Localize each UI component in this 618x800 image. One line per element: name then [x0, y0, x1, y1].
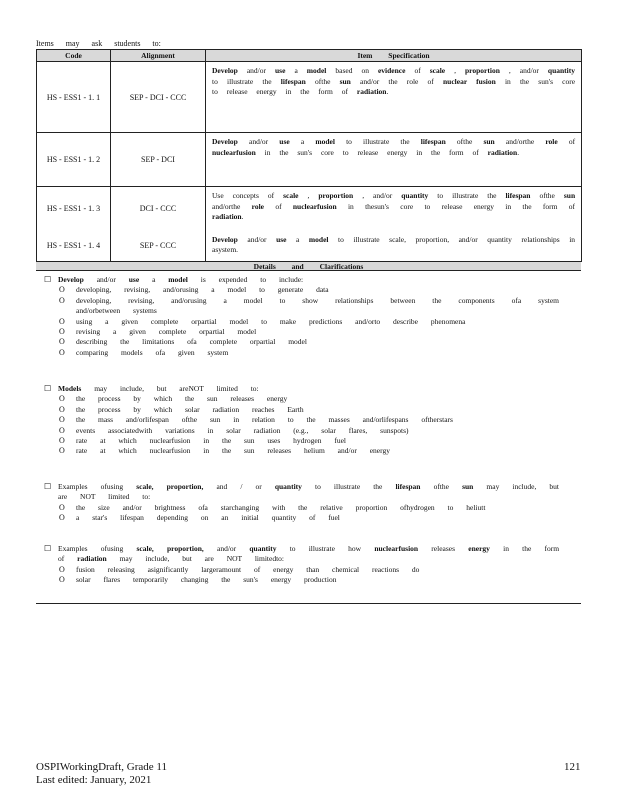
details-block-lifespan	[36, 482, 581, 524]
list-item: O developing, revising, and/orusing a model to generate data	[59, 285, 329, 295]
list-item: O the process by which the sun releases energy	[59, 394, 288, 404]
table-row	[37, 231, 582, 262]
checkbox-bullet-icon: ☐	[44, 482, 52, 491]
list-item: O a star's lifespan depending on an initial quantity of fuel	[59, 513, 340, 523]
footer-doc-title: OSPIWorkingDraft, Grade 11	[36, 761, 167, 773]
code-cell: HS - ESS1 - 1. 3	[37, 187, 111, 231]
list-item: O events associatedwith variations in solar radiation (e.g., solar flares, sunspots)	[59, 425, 409, 435]
footer	[36, 761, 167, 787]
circle-bullet-icon: O	[59, 327, 65, 337]
circle-bullet-icon: O	[59, 446, 65, 456]
circle-bullet-icon: O	[59, 425, 65, 435]
intro-text: Items may ask students to:	[36, 39, 161, 48]
list-item: O developing, revising, and/orusing a model to show relationships between the components ofa system and/orbetween systems	[59, 295, 559, 316]
item-spec-cell: Develop and/or use a model to illustrate scale, proportion, and/or quantity relationships in asystem.	[206, 231, 582, 262]
circle-bullet-icon: O	[59, 295, 65, 305]
checkbox-bullet-icon: ☐	[44, 384, 52, 393]
alignment-cell: SEP - DCI	[111, 133, 206, 187]
code-cell: HS - ESS1 - 1. 4	[37, 231, 111, 262]
table-row	[37, 187, 582, 231]
details-lead: ☐ Models may include, but areNOT limited to:	[44, 384, 259, 393]
header-item-spec: Item Specification	[206, 50, 582, 62]
details-block-develop	[36, 275, 581, 358]
table-row	[37, 62, 582, 133]
page-number: 121	[564, 761, 581, 773]
list-item: O solar flares temporarily changing the sun's energy production	[59, 575, 337, 585]
circle-bullet-icon: O	[59, 502, 65, 512]
item-spec-cell: Develop and/or use a model based on evidence of scale , proportion , and/or quantity to illustrate the lifespan ofthe sun and/or the role of nuclear fusion in the sun's core to release energy in the form of radiation.	[206, 62, 582, 133]
alignment-cell: SEP - DCI - CCC	[111, 62, 206, 133]
circle-bullet-icon: O	[59, 404, 65, 414]
details-heading: Details and Clarifications	[36, 261, 581, 271]
circle-bullet-icon: O	[59, 564, 65, 574]
list-item: O the size and/or brightness ofa starchanging with the relative proportion ofhydrogen to heliutt	[59, 502, 486, 512]
details-lead: ☐ Examples ofusing scale, proportion, and/or quantity to illustrate how nuclearfusion releases energy in the form of radiation may include, but are NOT limitedto:	[44, 544, 560, 564]
circle-bullet-icon: O	[59, 285, 65, 295]
code-cell: HS - ESS1 - 1. 2	[37, 133, 111, 187]
circle-bullet-icon: O	[59, 347, 65, 357]
code-cell: HS - ESS1 - 1. 1	[37, 62, 111, 133]
list-item: O rate at which nuclearfusion in the sun releases helium and/or energy	[59, 446, 390, 456]
item-spec-cell: Develop and/or use a model to illustrate the lifespan ofthe sun and/orthe role of nuclearfusion in the sun's core to release energy in the form of radiation.	[206, 133, 582, 187]
header-code: Code	[37, 50, 111, 62]
details-block-models	[36, 384, 581, 457]
footer-last-edited: Last edited: January, 2021	[36, 774, 152, 786]
list-item: O the process by which solar radiation reaches Earth	[59, 404, 304, 414]
checkbox-bullet-icon: ☐	[44, 544, 52, 553]
list-item: O using a given complete orpartial model to make predictions and/orto describe phenomena	[59, 316, 466, 326]
circle-bullet-icon: O	[59, 394, 65, 404]
circle-bullet-icon: O	[59, 436, 65, 446]
alignment-cell: DCI - CCC	[111, 187, 206, 231]
alignment-cell: SEP - CCC	[111, 231, 206, 262]
circle-bullet-icon: O	[59, 316, 65, 326]
circle-bullet-icon: O	[59, 337, 65, 347]
list-item: O fusion releasing asignificantly largeramount of energy than chemical reactions do	[59, 564, 420, 574]
details-block-fusion	[36, 544, 581, 586]
details-lead: ☐ Examples ofusing scale, proportion, and / or quantity to illustrate the lifespan ofthe sun may include, but are NOT limited to:	[44, 482, 560, 502]
list-item: O comparing models ofa given system	[59, 347, 229, 357]
item-spec-table	[36, 49, 582, 262]
details-section	[36, 272, 581, 604]
checkbox-bullet-icon: ☐	[44, 275, 52, 284]
list-item: O rate at which nuclearfusion in the sun uses hydrogen fuel	[59, 436, 346, 446]
list-item: O the mass and/orlifespan ofthe sun in relation to the masses and/orlifespans oftherstars	[59, 415, 453, 425]
details-lead: ☐ Develop and/or use a model is expended to include:	[44, 275, 304, 284]
header-alignment: Alignment	[111, 50, 206, 62]
list-item: O revising a given complete orpartial model	[59, 327, 257, 337]
circle-bullet-icon: O	[59, 513, 65, 523]
table-row	[37, 133, 582, 187]
circle-bullet-icon: O	[59, 415, 65, 425]
item-spec-cell: Use concepts of scale , proportion , and/or quantity to illustrate the lifespan ofthe sun and/orthe role of nuclearfusion in thesun's core to release energy in the form of radiation.	[206, 187, 582, 231]
list-item: O describing the limitations ofa complete orpartial model	[59, 337, 307, 347]
table-header-row	[37, 50, 582, 62]
circle-bullet-icon: O	[59, 575, 65, 585]
